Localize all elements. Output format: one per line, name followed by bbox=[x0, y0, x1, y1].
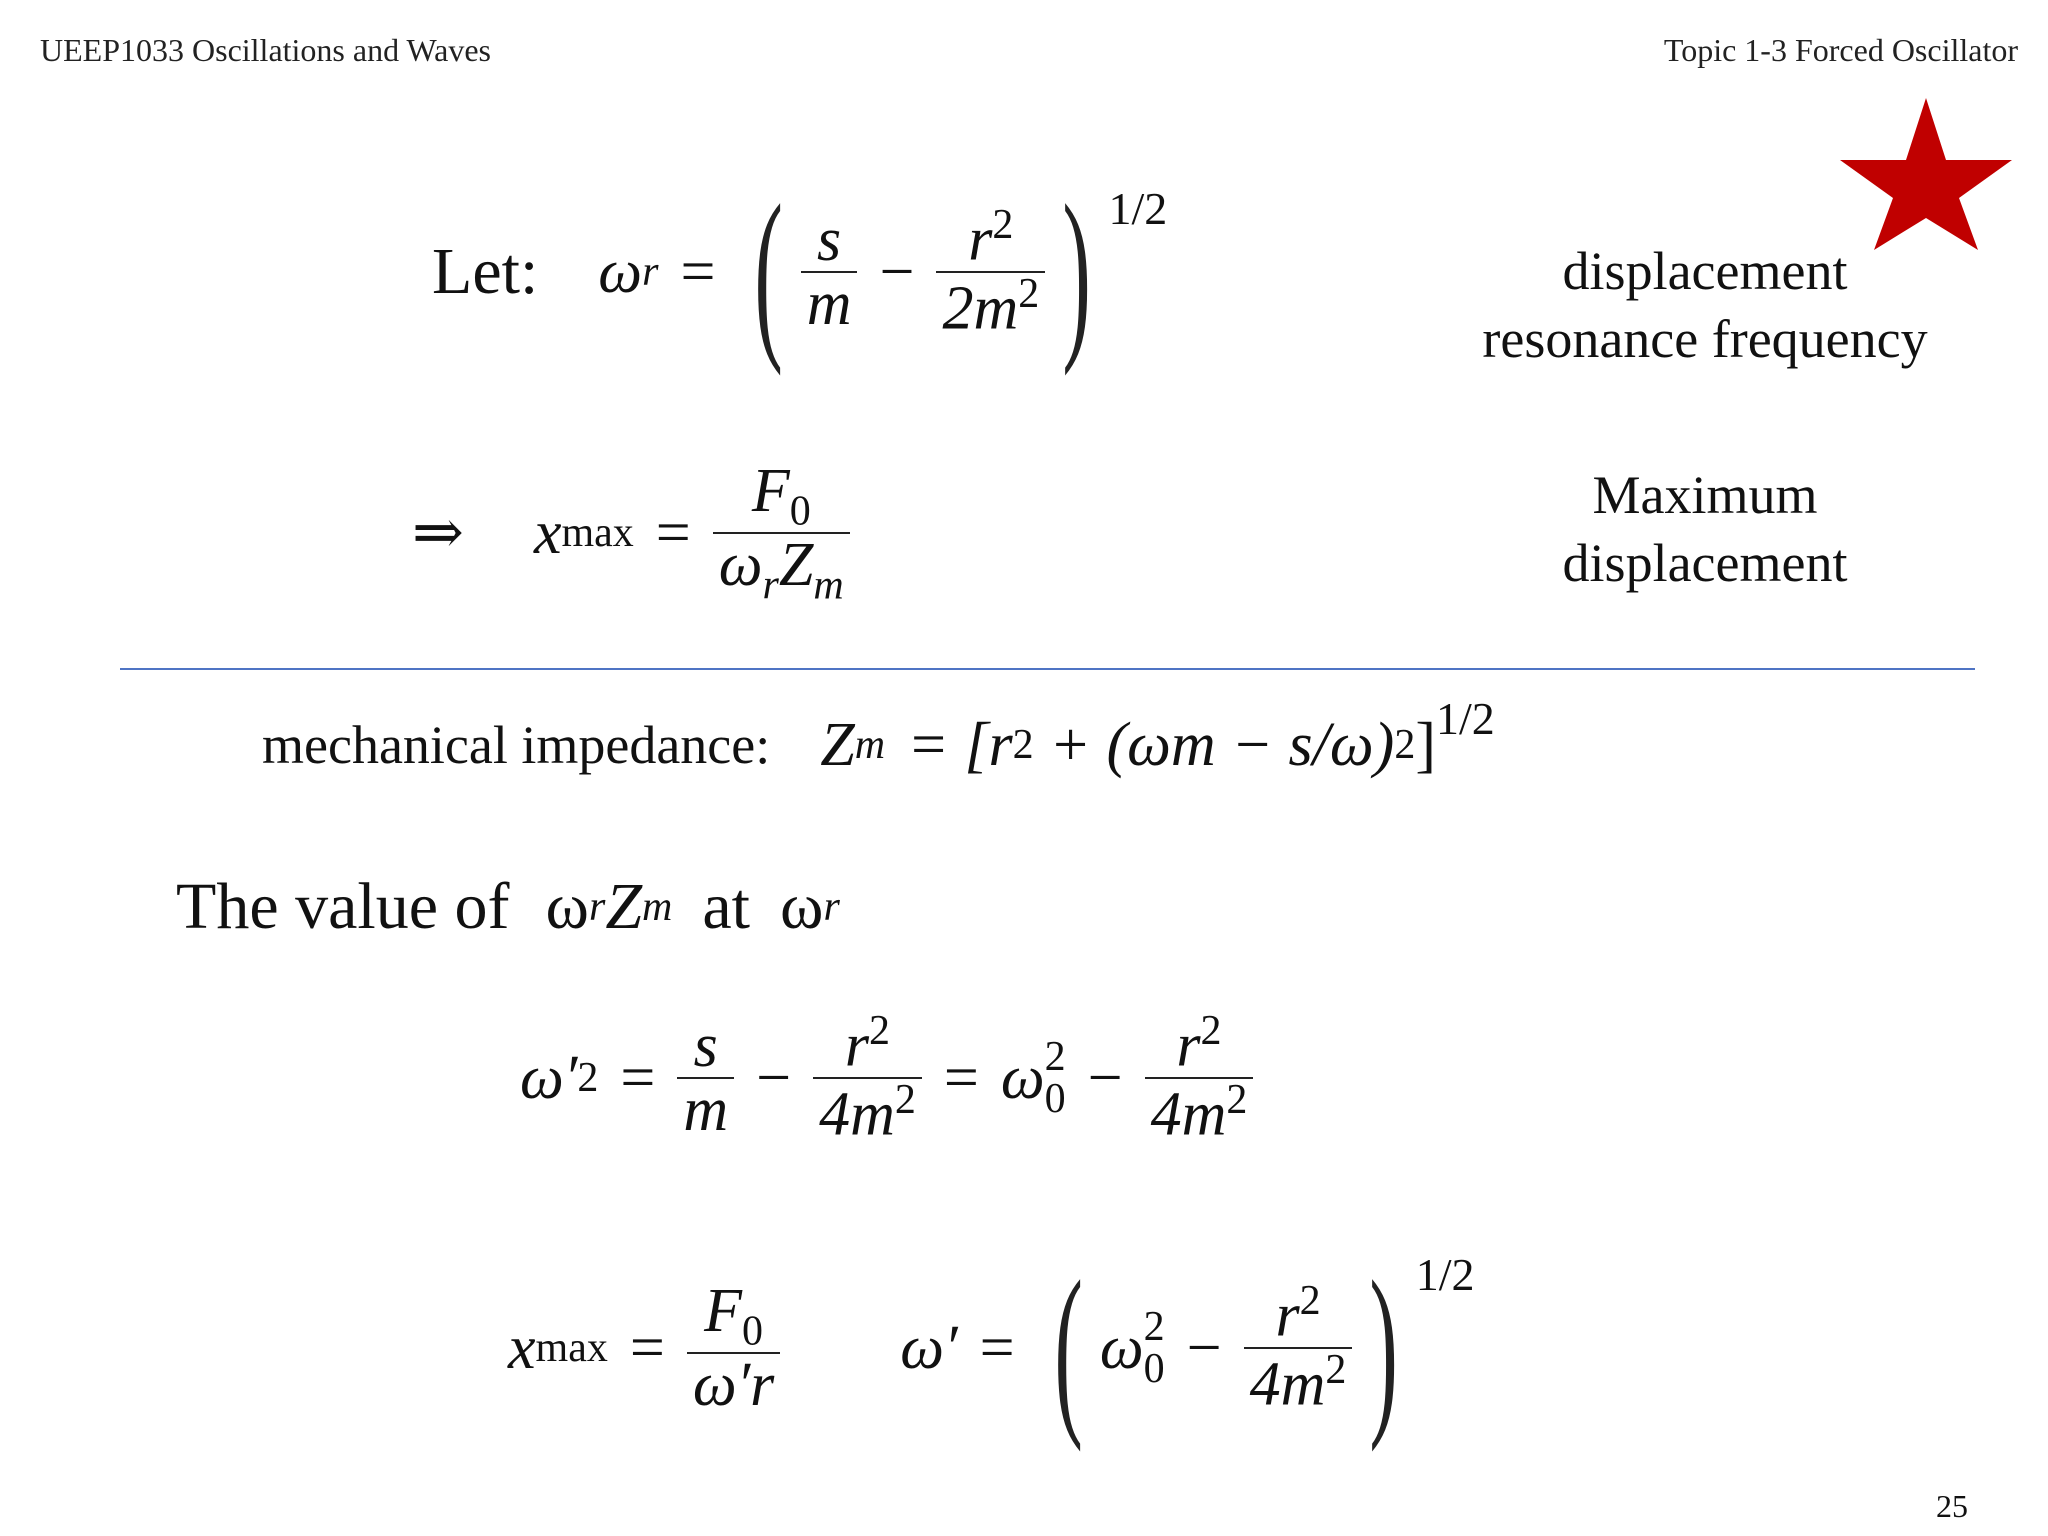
fraction-r2-over-2m2 bbox=[936, 202, 1045, 343]
exponent: 2 bbox=[1226, 1076, 1248, 1123]
rhs-middle: + (ωm − s/ω) bbox=[1033, 711, 1395, 779]
subscript: m bbox=[813, 562, 844, 609]
fraction-r2-over-4m2 bbox=[1145, 1008, 1254, 1149]
numerator: F bbox=[704, 1276, 742, 1345]
denominator: 4m bbox=[819, 1080, 895, 1149]
numerator: r bbox=[968, 206, 993, 274]
exponent: 2 bbox=[894, 1076, 916, 1123]
omega-symbol: ω bbox=[1099, 1314, 1144, 1382]
subscript: r bbox=[588, 884, 606, 930]
numerator: r bbox=[844, 1011, 870, 1080]
denominator: 2m bbox=[942, 274, 1019, 343]
label-line: displacement bbox=[1562, 241, 1848, 301]
label-line: displacement bbox=[1562, 532, 1848, 593]
omega-subscript: r bbox=[642, 249, 659, 295]
exponent: 2 bbox=[1044, 1033, 1066, 1080]
course-title: UEEP1033 Oscillations and Waves bbox=[40, 32, 491, 68]
omega-symbol: ω bbox=[545, 870, 589, 943]
subscript: m bbox=[642, 884, 673, 930]
right-paren: ) bbox=[1062, 167, 1092, 377]
omega-symbol: ω bbox=[1000, 1043, 1045, 1112]
at-text: at bbox=[702, 870, 751, 943]
denominator: 4m bbox=[1150, 1080, 1227, 1149]
mechanical-impedance-equation bbox=[262, 693, 1495, 779]
denominator: m bbox=[806, 270, 852, 338]
equals-sign: = bbox=[629, 1314, 665, 1382]
label-line: Maximum bbox=[1592, 465, 1818, 525]
denominator: 4m bbox=[1249, 1350, 1326, 1419]
rhs-open: = [r bbox=[907, 711, 1013, 779]
label-line: resonance frequency bbox=[1482, 308, 1928, 369]
equals-sign: = bbox=[620, 1043, 656, 1112]
fraction-f0-over-wrzm bbox=[713, 457, 850, 609]
subscript: 0 bbox=[1044, 1075, 1066, 1122]
left-paren: ( bbox=[1053, 1243, 1083, 1453]
subscript: 0 bbox=[741, 1308, 763, 1355]
power-exponent: 1/2 bbox=[1415, 1249, 1475, 1300]
subscript: 0 bbox=[1143, 1346, 1165, 1392]
equals-sign: = bbox=[979, 1314, 1015, 1382]
exponent: 2 bbox=[1143, 1304, 1165, 1350]
numerator: r bbox=[1176, 1011, 1201, 1080]
exponent: 2 bbox=[869, 1008, 891, 1054]
omega-prime: ω′ bbox=[900, 1314, 958, 1382]
xmax-damped-equation bbox=[508, 1243, 1475, 1453]
denominator: ω′r bbox=[692, 1351, 775, 1420]
minus-sign: − bbox=[1087, 1043, 1123, 1112]
omega-prime: ω′ bbox=[520, 1043, 578, 1112]
topic-title: Topic 1-3 Forced Oscillator bbox=[1663, 32, 2018, 68]
omega-symbol: ω bbox=[598, 238, 643, 306]
fraction-s-over-m bbox=[677, 1011, 734, 1144]
numerator: s bbox=[817, 206, 842, 274]
max-subscript: max bbox=[535, 1325, 608, 1371]
left-paren: ( bbox=[754, 167, 784, 377]
z-symbol: Z bbox=[778, 531, 814, 600]
let-label: Let: bbox=[432, 235, 539, 308]
fraction-f0-over-omega-prime-r bbox=[687, 1276, 780, 1420]
max-displacement-label bbox=[1450, 462, 1960, 597]
x-symbol: x bbox=[533, 499, 562, 568]
value-statement bbox=[176, 870, 840, 943]
x-symbol: x bbox=[508, 1314, 536, 1382]
exponent: 2 bbox=[1394, 722, 1416, 768]
subscript: m bbox=[854, 722, 886, 768]
minus-sign: − bbox=[756, 1043, 792, 1112]
page-number: 25 bbox=[1936, 1488, 1968, 1524]
exponent: 2 bbox=[1018, 271, 1040, 317]
max-subscript: max bbox=[561, 510, 634, 557]
z-symbol: Z bbox=[820, 711, 855, 779]
exponent: 2 bbox=[1200, 1008, 1222, 1054]
power-exponent: 1/2 bbox=[1108, 183, 1168, 234]
omega-symbol: ω bbox=[780, 870, 824, 943]
equals-sign: = bbox=[680, 238, 716, 306]
power-exponent: 1/2 bbox=[1435, 693, 1495, 744]
exponent: 2 bbox=[1325, 1347, 1347, 1393]
equals-sign: = bbox=[943, 1043, 979, 1112]
denominator: m bbox=[683, 1075, 729, 1144]
equals-sign: = bbox=[655, 499, 691, 568]
fraction-r2-over-4m2 bbox=[1244, 1278, 1353, 1419]
exponent: 2 bbox=[1012, 722, 1034, 768]
resonance-frequency-equation bbox=[432, 167, 1168, 377]
exponent: 2 bbox=[992, 202, 1014, 249]
subscript: r bbox=[823, 884, 840, 930]
minus-sign: − bbox=[879, 238, 915, 306]
numerator: F bbox=[751, 457, 790, 525]
numerator: r bbox=[1275, 1282, 1300, 1350]
exponent: 2 bbox=[577, 1054, 599, 1101]
star-icon bbox=[1838, 94, 2014, 250]
implies-arrow: ⇒ bbox=[412, 499, 464, 568]
minus-sign: − bbox=[1186, 1314, 1222, 1382]
fraction-s-over-m bbox=[801, 206, 858, 338]
fraction-r2-over-4m2 bbox=[813, 1008, 922, 1149]
subscript: r bbox=[762, 562, 779, 609]
exponent: 2 bbox=[1299, 1278, 1321, 1325]
divider-line bbox=[120, 668, 1975, 670]
max-displacement-equation bbox=[412, 457, 850, 609]
z-symbol: Z bbox=[605, 870, 643, 943]
omega-symbol: ω bbox=[718, 531, 763, 600]
right-paren: ) bbox=[1369, 1243, 1399, 1453]
numerator: s bbox=[693, 1011, 718, 1080]
resonance-frequency-label bbox=[1450, 238, 1960, 373]
damped-frequency-equation bbox=[520, 1008, 1253, 1149]
rhs-close: ] bbox=[1415, 711, 1436, 779]
statement-text: The value of bbox=[176, 870, 510, 943]
impedance-label: mechanical impedance: bbox=[262, 715, 771, 775]
subscript: 0 bbox=[789, 488, 811, 535]
